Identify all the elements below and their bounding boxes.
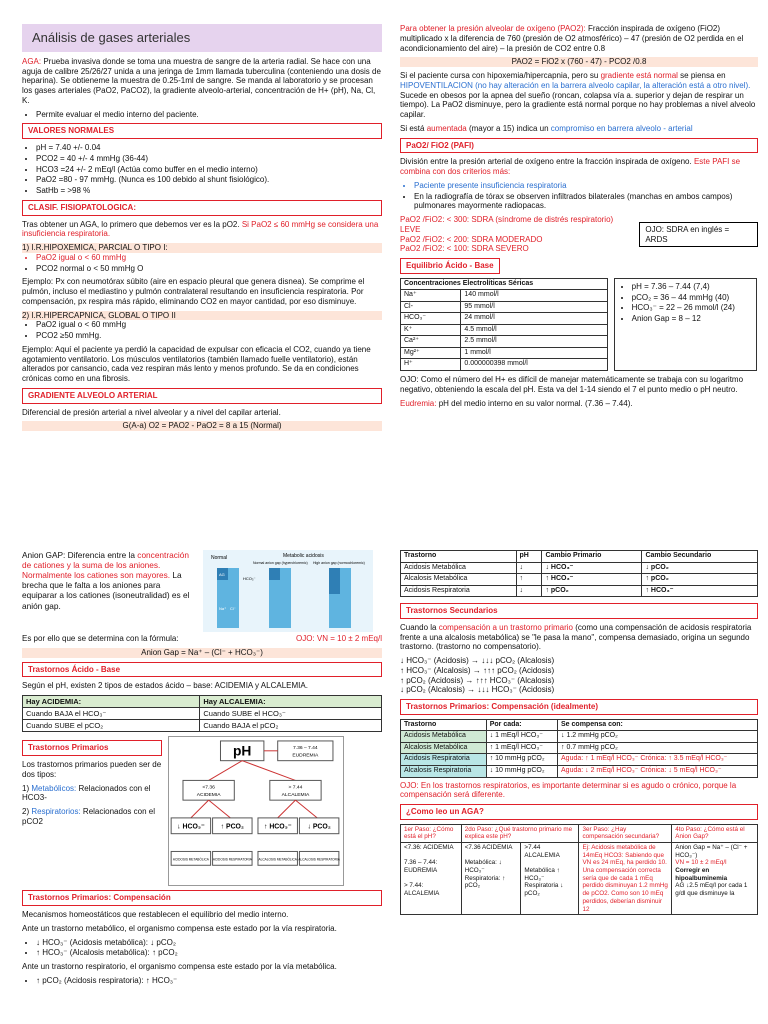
cell: Mg²⁺ [401,347,461,359]
table-row [401,843,758,915]
acidemia-table [22,695,382,732]
cell: 4.5 mmol/l [461,324,607,336]
primarios-heading: Trastornos Primarios [22,740,162,756]
gradiente-heading: GRADIENTE ALVEOLO ARTERIAL [22,388,382,404]
hipo-text-b: gradiente está normal [600,71,678,80]
electrolitos-block [400,278,758,371]
pao2-paragraph [400,24,758,53]
fig-col-high-ag: High anion gap (normochloremic) [313,561,365,565]
formula-row [22,634,382,644]
fig-ag-hyperchloremic [269,568,280,580]
compensacion-metabolica: Ante un trastorno metabólico, el organismo compensa este estado por la vía respiratoria. [22,923,337,933]
cell: ↓ 10 mmHg pCO₂ [486,766,557,778]
comp-met-list [36,938,382,959]
aga-bullet: • Permite evaluar el medio interno del paciente. [36,110,382,120]
sdra-item: PaO2 /FiO2: < 300: SDRA (síndrome de distrés respiratorio) LEVE [400,215,614,234]
pafi-item: • En la radiografía de tórax se observen infiltrados bilaterales (manchas en ambos campos) pulmonares mayormente radiopacas. [414,192,758,212]
clasificacion-text-b: Si PaO2 ≤ 60 mmHg se considera una insuficiencia respiratoria. [22,219,379,239]
paso-1-cell [401,843,462,915]
cell: ↑ [516,574,542,586]
cell: Na⁺ [401,290,461,302]
tipo-1-item: • PCO2 normal o < 50 mmHg O [36,264,382,274]
paso-2a-value: <7.36 ACIDEMIA [464,844,513,852]
tree-line [209,801,231,819]
cell: Aguda: ↓ 2 mEq/l HCO₃⁻ Crónica: ↓ 5 mEq/l HCO₃⁻ [558,766,758,778]
cell: ↑ HCO₃⁻ [542,574,642,586]
cell: Acidosis Metabólica [401,562,517,574]
fig-lbl-na: Na⁺ [219,606,227,611]
cell: ↑ pCO₂ [542,585,642,597]
tree-line [191,801,209,819]
alcalemia-range: > 7.44 [288,785,303,791]
fig-lbl-cl: Cl⁻ [230,606,236,611]
vn-item: • PaO2 =80 - 97 mmHg. (Nunca es 100 debido al shunt fisiológico). [36,175,382,185]
vn-item: • SatHb = >98 % [36,186,382,196]
aga-bullets [36,110,382,120]
pafi-text-b: Este PAFI se combina con dos criterios más: [400,157,741,176]
tipo-1-heading: 1) I.R.HIPOXEMICA, PARCIAL O TIPO I: [22,243,382,253]
eudremia-label: Eudremia: [400,398,437,408]
paso-3-head: 3er Paso: ¿Hay compensación secundaria? [579,824,672,842]
eudremia-label: EUDREMIA [292,754,319,760]
sdra-item: PaO2 /FiO2: < 100: SDRA SEVERO [400,244,529,254]
paso-4-correct: Corregir en hipoalbuminemia [675,867,728,882]
pao2-lead: Para obtener la presión alveolar de oxígeno (PAO2): [400,24,586,33]
electrolitos-title: Concentraciones Electrolíticas Séricas [401,278,608,290]
paso-4-formula: Anion Gap = Na⁺ – (Cl⁻ + HCO₃⁻) [675,844,748,859]
paso-1-head: 1er Paso: ¿Cómo está el pH? [401,824,462,842]
comp-resp-item: • ↑ pCO₂ (Acidosis respiratoria): ↑ HCO₃⁻ [36,976,382,986]
table-row [401,324,608,336]
anion-gap-paragraph [22,550,197,628]
cell: ↑ 1 mEq/l HCO₃⁻ [486,742,557,754]
eudremia-text: pH del medio interno en su valor normal. (7.36 – 7.44). [436,398,633,408]
table-row [401,731,758,743]
tipo-2-heading: 2) I.R.HIPERCAPNICA, GLOBAL O TIPO II [22,311,382,321]
ag-text-b: concentración de cationes y la suma de los aniones. Normalmente los cationes son mayores. [22,550,189,581]
tipo-2-list [36,320,382,341]
paso-2b-cell [521,843,579,915]
cell: Acidosis Respiratoria [401,754,487,766]
comp-resp-list [36,976,382,986]
cell: Cuando BAJA el pCO₂ [200,720,382,732]
table-row [401,313,608,325]
table-row [401,562,758,574]
clasificacion-text-a: Tras obtener un AGA, lo primero que debemos ver es la pO2. [22,219,242,229]
nv-item: • Anion Gap = 8 – 12 [632,314,753,324]
tipo-1-example: Ejemplo: Px con neumotórax súbito (aire en espacio pleural que genera disnea). Se comprime el pulmón, incluso el mediastino y pulmón contralateral resultando en insuficiencia respiratoria. Por compensación, px respira más rápido, eliminando CO2 en mayor cantidad, por eso disminuye. [22,277,365,306]
equilibrio-heading: Equilibrio Ácido - Base [400,258,500,274]
primarios-2 [22,807,162,827]
page-trastornos [400,550,758,1024]
sdra-item: PaO2 /FiO2: < 200: SDRA MODERADO [400,234,543,244]
cell: 140 mmol/l [461,290,607,302]
tree-line [242,761,295,781]
pco2-down-label: ↓ PCO₂ [307,824,331,832]
fig-col-normal: Normal [211,555,228,561]
cell: K⁺ [401,324,461,336]
valores-normales-heading: VALORES NORMALES [22,123,382,139]
fig-lbl-ag: AG [219,572,225,577]
paso-4-head: 4to Paso: ¿Cómo está el Anion Gap? [672,824,758,842]
fig-ag-high [329,568,340,594]
comp-met-item: • ↓ HCO₃⁻ (Acidosis metabólica): ↓ pCO₂ [36,938,382,948]
tree-line [209,761,243,781]
secundarios-list [400,656,758,695]
cell: Cl- [401,301,461,313]
cell: 2.5 mmol/l [461,336,607,348]
formula-label: Es por ello que se determina con la fórmula: [22,634,179,643]
anion-gap-intro [22,550,382,632]
leaf-label: ACIDOSIS RESPIRATORIA [212,857,252,862]
pco2-up-label: ↑ PCO₂ [220,824,244,832]
table-row [401,301,608,313]
hco3-up-label: ↑ HCO₃⁻ [263,824,292,832]
paso-2b-value: >7.44 ALCALEMIA [524,844,560,859]
table-row [401,766,758,778]
table-row [23,720,382,732]
page-anion-gap [22,550,382,1024]
clasificacion-text [22,220,382,240]
cell: HCO₃⁻ [401,313,461,325]
ojo-vn: OJO: VN = 10 ± 2 mEq/l [296,634,382,643]
cell: ↑ 10 mmHg pCO₂ [486,754,557,766]
cell: 0.000000398 mmol/l [461,359,607,371]
eudremia-range: 7.36 – 7.44 [293,746,318,752]
leaf-label: ALCALOSIS RESPIRATORIA [298,857,340,862]
pao2-formula: PAO2 = FiO2 x (760 - 47) - PCO2 /0.8 [400,57,758,67]
cell: ↓ 1 mEq/l HCO₃⁻ [486,731,557,743]
cell: H⁺ [401,359,461,371]
table-row [401,742,758,754]
trastornos-table [400,550,758,597]
cell: ↑ 0.7 mmHg pCO₂ [558,742,758,754]
trastornos-ab-text: Según el pH, existen 2 tipos de estados ácido – base: ACIDEMIA y ALCALEMIA. [22,681,308,691]
clasificacion-heading: CLASIF. FISIOPATOLOGICA: [22,200,382,216]
acidemia-head: Hay ACIDEMIA: [23,696,200,708]
secundarios-text [400,623,758,652]
tipo-1-list [36,253,382,274]
prim-1-text: Relacionados con el HCO3- [22,783,151,803]
sdra-block [400,215,758,254]
page-title: Análisis de gases arteriales [22,24,382,52]
table-row [401,754,758,766]
aga-label: AGA: [22,56,42,66]
paso-2a-value: Metabólica: ↓ HCO₃⁻ Respiratoria: ↑ pCO₂ [464,859,506,890]
th: Trastorno [401,551,517,563]
pafi-item: • Paciente presente insuficiencia respiratoria [414,181,758,191]
aga-text: Prueba invasiva donde se toma una muestra de sangre de la arteria radial. Se hace con una aguja de calibre 25/26/27 unida a una jeringa de 1mm llamada tuberculina (conteniendo una dosis de heparina). Se obtieneme la muestra de 0.25-1ml de sangre. Se manda al laboratorio y se procesan los gases arteriales (PaO2, PaCO2), la gradiente alveolo-arterial, concentración de H+ (pH), Na, Cl, K. [22,56,381,105]
fig-col-normal-ag: Normal anion gap (hyperchloremic) [253,561,308,565]
compensacion-heading: Trastornos Primarios: Compensación [22,890,382,906]
pasos-table [400,824,758,915]
sec-text-a: Cuando la [400,622,439,632]
electrolitos-table [400,278,608,371]
sdra-note: OJO: SDRA en inglés = ARDS [639,222,758,248]
pafi-list [414,181,758,211]
normal-values-list [632,282,753,324]
hipo-text-e: Sucede en obesos por la apnea del sueño (roncan, colapsa vía a. superior y dejan de respirar un tiempo). La PaO2 disminuye, pero la gradiente está normal porque no hay problemas a nivel alveolo capilar. [400,90,756,119]
prim-2-num: 2) [22,807,32,817]
acidemia-range: <7.36 [202,785,215,791]
hipoventilacion-paragraph [400,71,758,120]
hipo-text-d: HIPOVENTILACION (no hay alteración en la barrera alveolo capilar, la alteración está a otro nivel). [400,80,751,90]
pafi-text-a: División entre la presión arterial de oxígeno entre la fracción inspirada de oxígeno. [400,157,692,167]
cell: Alcalosis Respiratoria [401,766,487,778]
sec-item: ↑ HCO₃⁻ (Alcalosis) → ↑↑↑ pCO₂ (Acidosis) [400,665,555,675]
cell: Acidosis Metabólica [401,731,487,743]
hipo-text-c: se piensa en [677,71,726,80]
comp-met-item: • ↑ HCO₃⁻ (Alcalosis metabólica): ↑ pCO₂ [36,948,382,958]
compensacion-respiratoria: Ante un trastorno respiratorio, el organismo compensa este estado por la vía metabólica. [22,962,337,972]
table-row [401,290,608,302]
tipo-2-example: Ejemplo: Aquí el paciente ya perdió la capacidad de expulsar con eficacia el CO2, cuando ya tiene agotamiento ventilatorio. Los músculos ventilatorios (también llamado fuelle ventilatorio), están alterados por cansancio, cada vez respiran más lento y menos profundo. Se da en condiciones crónicas como en una fibrosis. [22,344,371,384]
vn-item: • pH = 7.40 +/- 0.04 [36,143,382,153]
gradiente-text: Diferencial de presión arterial a nivel alveolar y a nivel del capilar arterial. [22,407,281,417]
cell: ↓ [516,562,542,574]
cell: 24 mmol/l [461,313,607,325]
primarios-text-block [22,736,162,886]
ph-label: pH [232,743,252,760]
sec-item: ↓ pCO₂ (Alcalosis) → ↓↓↓ HCO₃⁻ (Acidosis) [400,685,555,695]
anion-gap-formula: Anion Gap = Na⁺ – (Cl⁻ + HCO₃⁻) [22,648,382,658]
tipo-1-item: • PaO2 igual o < 60 mmHg [36,253,382,263]
table-row [401,347,608,359]
page-pao2 [400,24,758,524]
aumentada-paragraph [400,124,758,134]
acidemia-label: ACIDEMIA [196,793,221,799]
tipo-2-item: • PaO2 igual o < 60 mmHg [36,320,382,330]
nv-item: • pCO₂ = 36 – 44 mmHg (40) [632,293,753,303]
primarios-text: Los trastornos primarios pueden ser de dos tipos: [22,760,162,779]
aum-text-a: Si está [400,123,427,133]
aga-paragraph [22,57,382,106]
cell: Aguda: ↑ 1 mEq/l HCO₃⁻ Crónica: ↑ 3.5 mEq/l HCO₃⁻ [558,754,758,766]
primarios-block [22,736,382,886]
paso-4-cell [672,843,758,915]
aum-text-c: (mayor a 15) indica un [466,123,551,133]
th: Cambio Primario [542,551,642,563]
ojo-h-paragraph: OJO: Como el número del H+ es difícil de manejar matemáticamente se trabaja con su logaritmo negativo, obteniendo la escala del pH. Esta va del 1-14 siendo el 7 el punto medio o pH neutro. [400,375,744,394]
ag-text-a: Anion GAP: Diferencia entre la [22,550,138,560]
prim-2-text: Relacionados con el pCO2 [22,807,155,826]
paso-4-note: AG ↓2.5 mEq/l por cada 1 g/dl que disminuye la [675,882,748,898]
cell: ↓ pCO₂ [642,562,758,574]
paso-2-head: 2do Paso: ¿Qué trastorno primario me explica este pH? [461,824,579,842]
sec-item: ↑ pCO₂ (Acidosis) → ↑↑↑ HCO₃⁻ (Alcalosis) [400,675,555,685]
leaf-label: ALCALOSIS METABÓLICA [258,857,297,862]
paso-2a-cell [461,843,521,915]
cell: Cuando SUBE el HCO₃⁻ [200,708,382,720]
trastornos-ab-heading: Trastornos Ácido - Base [22,662,382,678]
prim-2-label: Respiratorios: [31,807,81,817]
pao2-text: Fracción inspirada de oxígeno (FiO2) multiplicado x la diferencia de 760 (presión de O2 atmosférico) – 47 (presión de O2 perdida en el acondicionamiento del aire) – la presión de CO2 entre 0.8 [400,24,744,53]
prim-1-label: Metabólicos: [31,783,77,793]
paso-3-cell: Ej: Acidosis metabólica de 14mEq HCO3: Sabiendo que VN es 24 mEq, ha perdido 10. Una compensación correcta sería que de cada 1 mEq perdido disminuyan 1.2 mmHg de pCO2. Como son 10 mEq perdidos, deberían disminuir 12 [579,843,672,915]
cell: ↓ 1.2 mmHg pCO₂ [558,731,758,743]
sec-text-c: (como una compensación de acidosis respiratoria frente a una alcalosis metabólica) se "le pasa la mano", compensa demasiado, origina un segundo trastorno. (trastorno no compensatorio). [400,622,752,652]
aum-text-b: aumentada [426,123,467,133]
th: Por cada: [486,719,557,731]
compensacion-ideal-heading: Trastornos Primarios: Compensación (idealmente) [400,699,758,715]
como-leo-heading: ¿Como leo un AGA? [400,804,758,820]
anion-gap-figure [203,550,373,632]
cell: Cuando SUBE el pCO₂ [23,720,200,732]
ojo-respiratorio: OJO: En los trastornos respiratorios, es importante determinar si es agudo o crónico, porque la compensación será diferente. [400,780,737,800]
hipo-text-a: Si el paciente cursa con hipoxemia/hipercapnia, pero su [400,71,601,80]
alcalemia-label: ALCALEMIA [281,793,310,799]
sec-text-b: compensación a un trastorno primario [438,622,573,632]
paso-1-value: > 7.44: ALCALEMIA [404,882,440,898]
vn-item: • PCO2 = 40 +/- 4 mmHg (36-44) [36,154,382,164]
table-row [401,585,758,597]
paso-1-value: <7.36: ACIDEMIA [404,844,454,852]
tree-line [278,801,296,819]
sec-item: ↓ HCO₃⁻ (Acidosis) → ↓↓↓ pCO₂ (Alcalosis) [400,656,555,666]
vn-item: • HCO3 =24 +/- 2 mEq/l (Actúa como buffer en el medio interno) [36,165,382,175]
page-gases-arteriales [22,24,382,524]
th: Se compensa con: [558,719,758,731]
pafi-heading: PaO2/ FiO2 (PAFI) [400,138,758,154]
nv-item: • HCO₃⁻ = 22 – 26 mmol/l (24) [632,303,753,313]
table-row [401,336,608,348]
gradiente-formula: G(A-a) O2 = PAO2 - PaO2 = 8 a 15 (Normal) [22,421,382,431]
cell: Acidosis Respiratoria [401,585,517,597]
compensacion-text: Mecanismos homeostáticos que restablecen el equilibrio del medio interno. [22,910,289,920]
table-row [401,574,758,586]
cell: Alcalosis Metabólica [401,742,487,754]
cell: ↑ pCO₂ [642,574,758,586]
pafi-text [400,157,758,177]
tree-line [295,801,317,819]
fig-title: Metabolic acidosis [283,553,324,559]
secundarios-heading: Trastornos Secundarios [400,603,758,619]
paso-2b-value: Metabólica ↑ HCO₃⁻ Respiratoria ↓ pCO₂ [524,867,564,898]
aum-text-d: compromiso en barrera alveolo - arterial [550,123,693,133]
sdra-list [400,215,633,254]
fig-lbl-hco3: HCO₃⁻ [243,576,256,581]
paso-1-value: 7.36 – 7.44: EUDREMIA [404,859,438,875]
cell: ↓ [516,585,542,597]
cell: Cuando BAJA el HCO₃⁻ [23,708,200,720]
paso-4-vn: VN = 10 ± 2 mEq/l [675,859,727,867]
cell: Ca²⁺ [401,336,461,348]
th: Cambio Secundario [642,551,758,563]
tipo-2-item: • PCO2 ≥50 mmHg. [36,331,382,341]
cell: ↓ HCO₃⁻ [542,562,642,574]
compensacion-table [400,719,758,778]
th: Trastorno [401,719,487,731]
cell: 95 mmol/l [461,301,607,313]
prim-1-num: 1) [22,783,32,793]
th: pH [516,551,542,563]
nv-item: • pH = 7.36 – 7.44 (7,4) [632,282,753,292]
alcalemia-head: Hay ALCALEMIA: [200,696,382,708]
cell: 1 mmol/l [461,347,607,359]
cell: ↑ HCO₃⁻ [642,585,758,597]
normal-values-box [614,278,757,371]
table-row [23,708,382,720]
ag-text-c: La brecha que le falta a los aniones para equiparar a los cationes (isoneutralidad) es el anión gap. [22,570,190,611]
cell: Alcalosis Metabólica [401,574,517,586]
primarios-1 [22,784,162,804]
valores-normales-list [36,143,382,196]
table-row [401,359,608,371]
hco3-down-label: ↓ HCO₃⁻ [177,824,205,832]
eudremia-paragraph [400,399,758,409]
leaf-label: ACIDOSIS METABÓLICA [172,857,209,862]
ph-tree-diagram [168,736,344,886]
